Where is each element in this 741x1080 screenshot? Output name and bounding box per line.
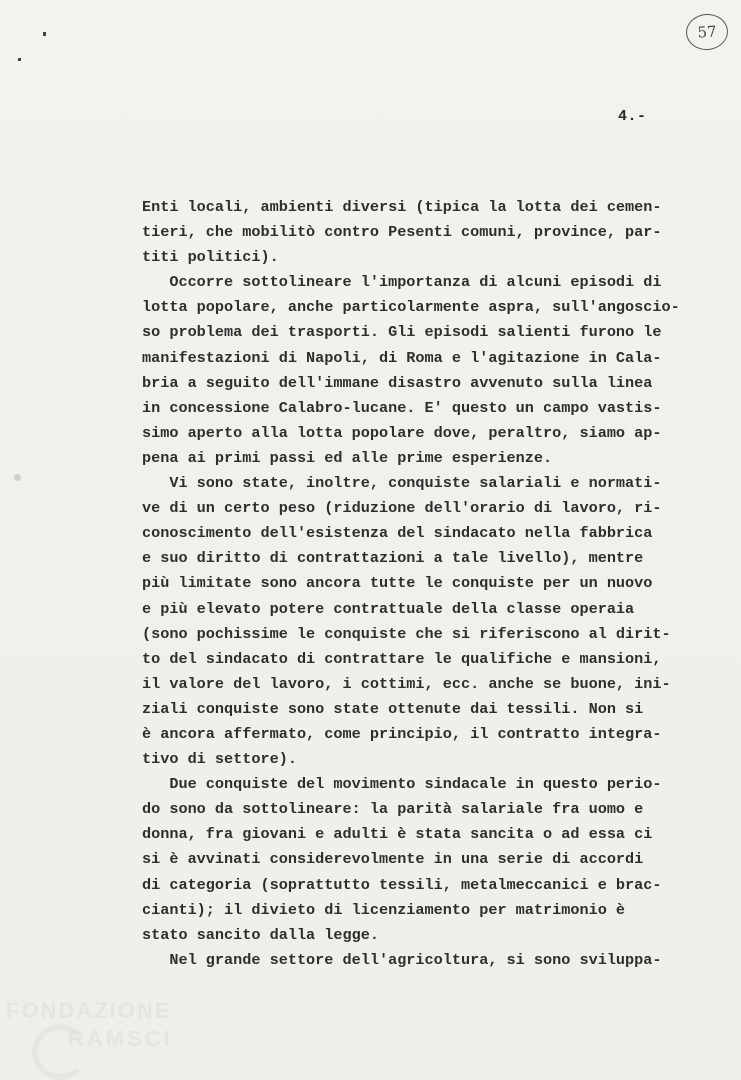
- text-line: e più elevato potere contrattuale della classe operaia: [142, 599, 635, 618]
- text-line: donna, fra giovani e adulti è stata sancita o ad essa ci: [142, 825, 653, 844]
- text-line: tieri, che mobilitò contro Pesenti comuni, province, par-: [142, 223, 662, 242]
- text-line: si è avvinati considerevolmente in una serie di accordi: [142, 850, 644, 869]
- fondazione-gramsci-watermark: [6, 998, 196, 1078]
- text-line: Occorre sottolineare l'importanza di alcuni episodi di: [142, 273, 662, 292]
- text-line: do sono da sottolineare: la parità salariale fra uomo e: [142, 800, 644, 819]
- page-number: 4.-: [618, 108, 647, 125]
- text-line: conoscimento dell'esistenza del sindacato nella fabbrica: [142, 524, 653, 543]
- text-line: lotta popolare, anche particolarmente aspra, sull'angoscio-: [142, 298, 680, 317]
- text-line: ziali conquiste sono state ottenute dai tessili. Non si: [142, 699, 644, 718]
- text-line: di categoria (soprattutto tessili, metalmeccanici e brac-: [142, 875, 662, 894]
- ink-speck: [18, 58, 21, 61]
- text-line: to del sindacato di contrattare le qualifiche e mansioni,: [142, 649, 662, 668]
- text-line: tivo di settore).: [142, 750, 297, 769]
- text-line: stato sancito dalla legge.: [142, 925, 379, 944]
- text-line: il valore del lavoro, i cottimi, ecc. anche se buone, ini-: [142, 674, 671, 693]
- body-text: [142, 195, 680, 973]
- watermark-line-1: FONDAZIONE: [6, 998, 172, 1023]
- archive-number-stamp: 57: [685, 13, 729, 52]
- watermark-g-logo: [32, 1024, 88, 1080]
- text-line: cianti); il divieto di licenziamento per matrimonio è: [142, 900, 626, 919]
- ink-speck: [43, 32, 46, 36]
- text-line: Vi sono state, inoltre, conquiste salariali e normati-: [142, 474, 662, 493]
- text-line: più limitate sono ancora tutte le conquiste per un nuovo: [142, 574, 653, 593]
- text-line: e suo diritto di contrattazioni a tale livello), mentre: [142, 549, 644, 568]
- text-line: so problema dei trasporti. Gli episodi salienti furono le: [142, 323, 662, 342]
- text-line: (sono pochissime le conquiste che si riferiscono al dirit-: [142, 624, 671, 643]
- text-line: pena ai primi passi ed alle prime esperienze.: [142, 448, 553, 467]
- punch-hole: [14, 474, 21, 481]
- text-line: bria a seguito dell'immane disastro avvenuto sulla linea: [142, 373, 653, 392]
- text-line: ve di un certo peso (riduzione dell'orario di lavoro, ri-: [142, 499, 662, 518]
- text-line: Due conquiste del movimento sindacale in questo perio-: [142, 775, 662, 794]
- text-line: simo aperto alla lotta popolare dove, peraltro, siamo ap-: [142, 423, 662, 442]
- text-line: titi politici).: [142, 248, 279, 267]
- text-line: Enti locali, ambienti diversi (tipica la lotta dei cemen-: [142, 198, 662, 216]
- text-line: è ancora affermato, come principio, il contratto integra-: [142, 724, 662, 743]
- text-line: in concessione Calabro-lucane. E' questo un campo vastis-: [142, 398, 662, 417]
- text-line: Nel grande settore dell'agricoltura, si sono sviluppa-: [142, 950, 662, 969]
- watermark-line-2: RAMSCI: [68, 1026, 173, 1051]
- text-line: manifestazioni di Napoli, di Roma e l'agitazione in Cala-: [142, 348, 662, 367]
